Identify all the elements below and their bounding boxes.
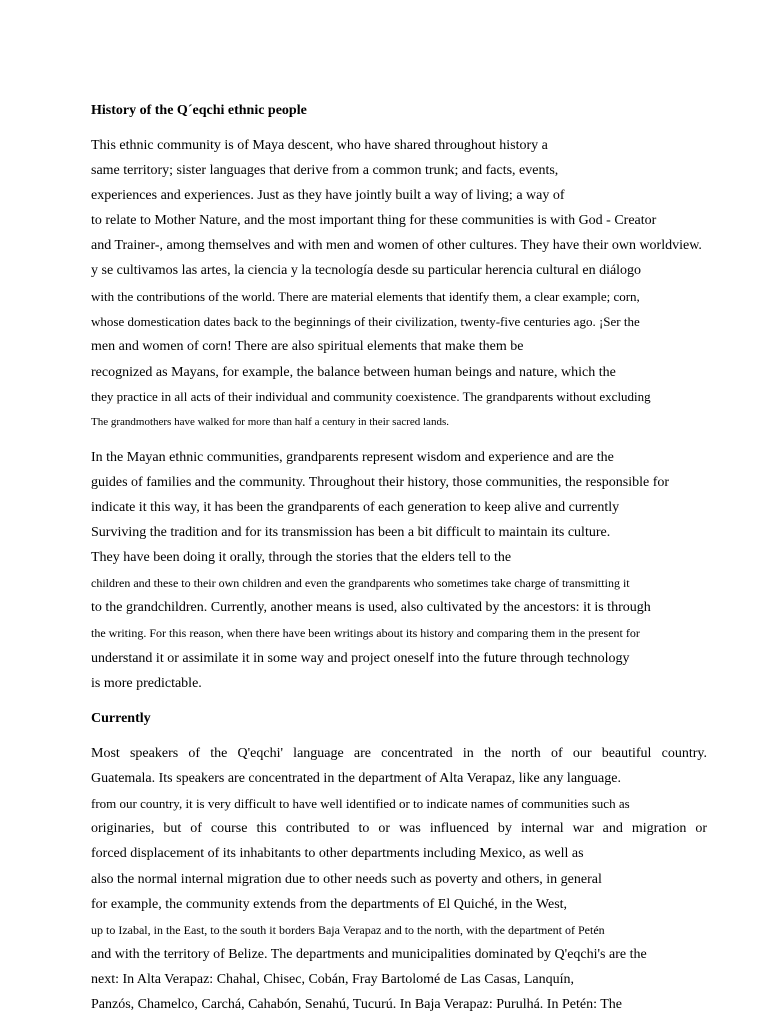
page-title: History of the Q´eqchi ethnic people (91, 103, 307, 118)
paragraph-line: Surviving the tradition and for its transmission has been a bit difficult to maintain its culture. (91, 525, 611, 540)
paragraph-line: children and these to their own children and even the grandparents who sometimes take charge of transmitting it (91, 576, 630, 590)
paragraph-line: is more predictable. (91, 676, 202, 691)
paragraph-line: with the contributions of the world. There are material elements that identify them, a clear example; corn, (91, 289, 640, 304)
paragraph-line: originaries, but of course this contributed to or was influenced by internal war and migration or (91, 821, 707, 836)
paragraph-line: experiences and experiences. Just as they have jointly built a way of living; a way of (91, 188, 565, 203)
paragraph-line: next: In Alta Verapaz: Chahal, Chisec, Cobán, Fray Bartolomé de Las Casas, Lanquín, (91, 972, 575, 987)
paragraph-line: guides of families and the community. Throughout their history, those communities, the responsible for (91, 475, 670, 490)
paragraph-line: to relate to Mother Nature, and the most important thing for these communities is with God - Creator (91, 213, 657, 228)
paragraph-line: Panzós, Chamelco, Carchá, Cahabón, Senahú, Tucurú. In Baja Verapaz: Purulhá. In Petén: The (91, 997, 622, 1012)
paragraph-line: from our country, it is very difficult to have well identified or to indicate names of communities such as (91, 796, 630, 811)
paragraph-line: to the grandchildren. Currently, another means is used, also cultivated by the ancestors: it is through (91, 600, 651, 615)
paragraph-line: and Trainer-, among themselves and with men and women of other cultures. They have their own worldview. (91, 238, 702, 253)
paragraph-line: understand it or assimilate it in some way and project oneself into the future through technology (91, 651, 630, 666)
section-heading: Currently (91, 711, 151, 726)
paragraph-line: In the Mayan ethnic communities, grandparents represent wisdom and experience and are the (91, 450, 614, 465)
paragraph-line: Most speakers of the Q'eqchi' language are concentrated in the north of our beautiful country. (91, 746, 707, 761)
paragraph-line: for example, the community extends from the departments of El Quiché, in the West, (91, 897, 568, 912)
paragraph-line: they practice in all acts of their individual and community coexistence. The grandparents without excluding (91, 389, 651, 404)
paragraph-line: y se cultivamos las artes, la ciencia y la tecnología desde su particular herencia cultural en diálogo (91, 263, 642, 278)
paragraph-line: same territory; sister languages that derive from a common trunk; and facts, events, (91, 163, 559, 178)
paragraph-line: and with the territory of Belize. The departments and municipalities dominated by Q'eqchi's are the (91, 947, 647, 962)
paragraph-line: also the normal internal migration due to other needs such as poverty and others, in general (91, 872, 602, 887)
paragraph-line: They have been doing it orally, through the stories that the elders tell to the (91, 550, 512, 565)
paragraph-line: recognized as Mayans, for example, the balance between human beings and nature, which the (91, 365, 616, 380)
paragraph-line: indicate it this way, it has been the grandparents of each generation to keep alive and currently (91, 500, 620, 515)
paragraph-line: up to Izabal, in the East, to the south it borders Baja Verapaz and to the north, with the department of Petén (91, 923, 605, 937)
paragraph-line: Guatemala. Its speakers are concentrated in the department of Alta Verapaz, like any language. (91, 771, 621, 786)
paragraph-line: the writing. For this reason, when there have been writings about its history and comparing them in the present for (91, 626, 640, 640)
paragraph-line: whose domestication dates back to the beginnings of their civilization, twenty-five centuries ago. ¡Ser the (91, 314, 640, 329)
paragraph-line: men and women of corn! There are also spiritual elements that make them be (91, 339, 524, 354)
paragraph-line: forced displacement of its inhabitants to other departments including Mexico, as well as (91, 846, 584, 861)
paragraph-line: The grandmothers have walked for more than half a century in their sacred lands. (91, 416, 449, 428)
paragraph-line: This ethnic community is of Maya descent, who have shared throughout history a (91, 138, 548, 153)
